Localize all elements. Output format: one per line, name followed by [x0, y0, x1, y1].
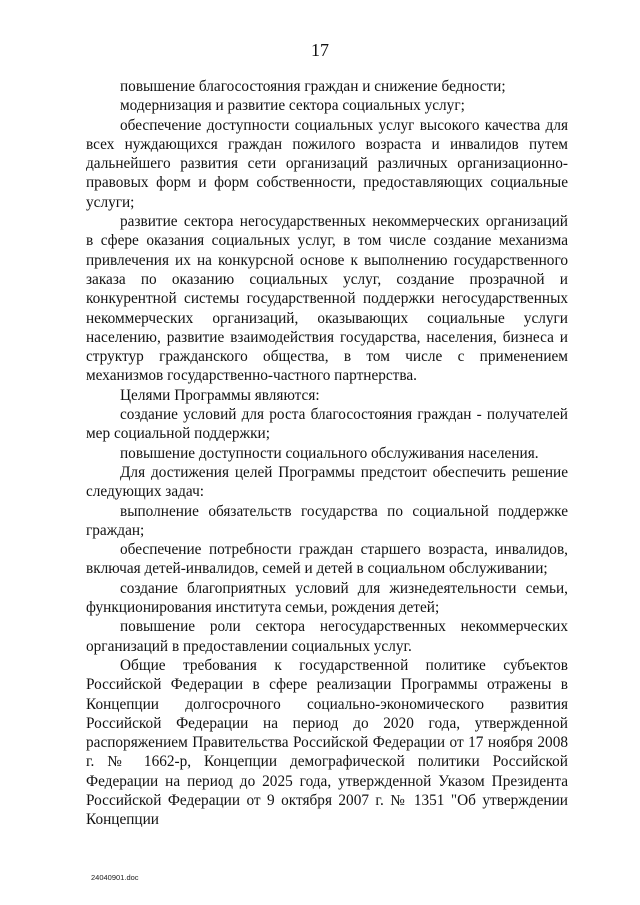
page-number: 17	[311, 40, 329, 60]
paragraph: повышение роли сектора негосударственных некоммерческих организаций в предоставлении социальных услуг.	[86, 618, 568, 655]
paragraph: создание условий для роста благосостояния граждан - получателей мер социальной поддержки;	[86, 406, 568, 443]
paragraph: Для достижения целей Программы предстоит обеспечить решение следующих задач:	[86, 463, 568, 501]
footer-filename: 24040901.doc	[91, 873, 139, 882]
paragraph: модернизация и развитие сектора социальных услуг;	[120, 97, 465, 115]
paragraph: создание благоприятных условий для жизнедеятельности семьи, функционирования института семьи, рождения детей;	[86, 579, 568, 617]
paragraph: обеспечение потребности граждан старшего возраста, инвалидов, включая детей-инвалидов, семей и детей в социальном обслуживании;	[86, 541, 568, 578]
paragraph: обеспечение доступности социальных услуг высокого качества для всех нуждающихся граждан пожилого возраста и инвалидов путем дальнейшего развития сети организаций различных организационно-правовых форм и форм собственности, предоставляющих социальные услуги;	[86, 116, 568, 211]
paragraph: Целями Программы являются:	[120, 386, 320, 404]
paragraph: выполнение обязательств государства по социальной поддержке граждан;	[86, 502, 568, 539]
paragraph: повышение благосостояния граждан и снижение бедности;	[120, 78, 506, 95]
paragraph: Общие требования к государственной политике субъектов Российской Федерации в сфере реализации Программы отражены в Концепции долгосрочного социально-экономического развития Российской Федерации на период до 2020 года, утвержденной распоряжением Правительства Российской Федерации от 17 ноября 2008 г. № 1662-р, Концепции демографической политики Российской Федерации на период до 2025 года, утвержденной Указом Президента Российской Федерации от 9 октября 2007 г. № 1351 "Об утверждении Концепции	[86, 656, 568, 829]
paragraph: развитие сектора негосударственных некоммерческих организаций в сфере оказания социальных услуг, в том числе создание механизма привлечения их на конкурсной основе к выполнению государственного заказа по оказанию социальных услуг, создание прозрачной и конкурентной системы государственной поддержки негосударственных некоммерческих организаций, оказывающих социальные услуги населению, развитие взаимодействия государства, населения, бизнеса и структур гражданского общества, в том числе с применением механизмов государственно-частного партнерства.	[86, 213, 568, 385]
paragraph: повышение доступности социального обслуживания населения.	[120, 444, 539, 462]
document-body	[86, 77, 568, 830]
